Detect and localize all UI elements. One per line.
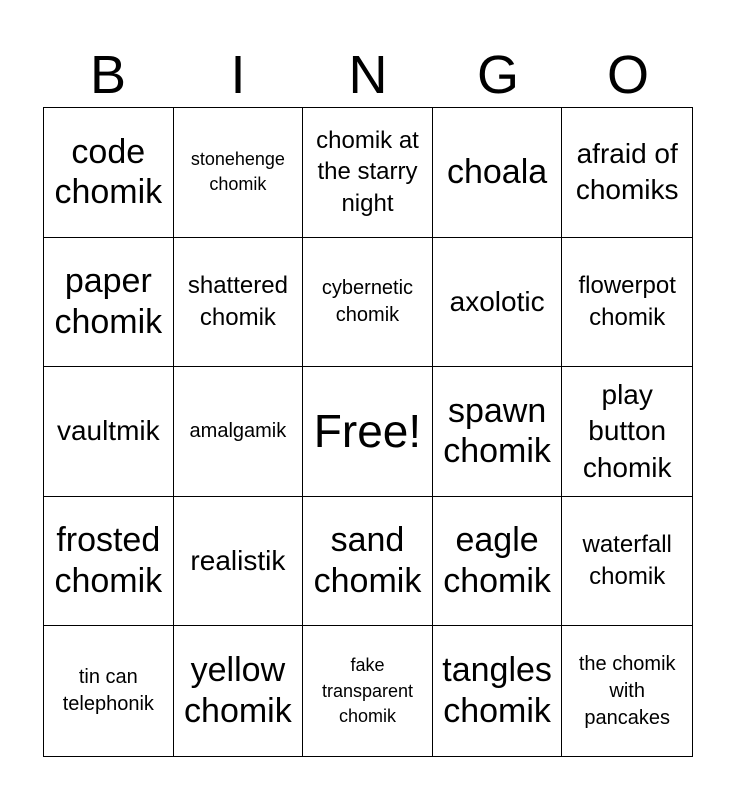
bingo-cell[interactable] — [562, 497, 692, 627]
bingo-cell[interactable] — [562, 626, 692, 756]
bingo-cell[interactable] — [44, 108, 174, 238]
cell-label: flowerpot chomik — [578, 272, 676, 331]
bingo-cell[interactable] — [303, 238, 433, 368]
cell-label: play button chomik — [582, 378, 672, 483]
cell-label: amalgamik — [189, 419, 287, 442]
bingo-cell[interactable] — [44, 497, 174, 627]
bingo-cell[interactable] — [303, 108, 433, 238]
cell-label: paper chomik — [54, 262, 163, 341]
cell-label: spawn chomik — [443, 391, 551, 471]
bingo-cell[interactable] — [433, 626, 563, 756]
bingo-cell[interactable] — [303, 626, 433, 756]
bingo-cell[interactable] — [174, 497, 304, 627]
bingo-cell[interactable] — [562, 108, 692, 238]
bingo-cell[interactable] — [174, 367, 304, 497]
cell-label: cybernetic chomik — [321, 276, 414, 326]
bingo-cell[interactable] — [174, 626, 304, 756]
header-letter-n: N — [348, 45, 388, 105]
cell-label: fake transparent chomik — [321, 655, 414, 726]
cell-label: sand chomik — [313, 521, 422, 601]
cell-label: afraid of chomiks — [575, 137, 679, 206]
bingo-cell[interactable] — [44, 626, 174, 756]
bingo-cell[interactable] — [433, 108, 563, 238]
bingo-cell[interactable] — [433, 238, 563, 368]
bingo-cell[interactable] — [562, 367, 692, 497]
cell-label: vaultmik — [56, 415, 160, 447]
bingo-cell[interactable] — [433, 497, 563, 627]
header-letter-b: B — [89, 45, 127, 105]
cell-label: tangles chomik — [442, 651, 552, 731]
free-space-label: Free! — [313, 405, 422, 458]
bingo-cell[interactable] — [44, 238, 174, 368]
bingo-cell[interactable] — [44, 367, 174, 497]
cell-label: waterfall chomik — [582, 531, 672, 591]
cell-label: yellow chomik — [184, 651, 292, 731]
cell-label: code chomik — [54, 132, 163, 212]
cell-label: the chomik with pancakes — [578, 652, 676, 729]
header-letter-o: O — [606, 45, 649, 105]
cell-label: frosted chomik — [54, 521, 163, 601]
bingo-cell[interactable] — [303, 497, 433, 627]
bingo-cell free-space[interactable] — [303, 367, 433, 497]
cell-label: realistik — [190, 544, 286, 576]
bingo-cell[interactable] — [174, 108, 304, 238]
header-letter-i: I — [230, 45, 246, 105]
cell-label: shattered chomik — [187, 272, 288, 331]
cell-label: choala — [446, 152, 548, 191]
cell-label: eagle chomik — [443, 521, 551, 601]
header-letter-g: G — [476, 45, 519, 105]
cell-label: axolotic — [449, 285, 545, 317]
bingo-cell[interactable] — [433, 367, 563, 497]
bingo-header — [43, 44, 693, 106]
cell-label: tin can telephonik — [62, 666, 154, 716]
cell-label: stonehenge chomik — [190, 149, 285, 195]
bingo-board — [43, 107, 693, 757]
bingo-cell[interactable] — [174, 238, 304, 368]
cell-label: chomik at the starry night — [316, 126, 419, 218]
bingo-cell[interactable] — [562, 238, 692, 368]
